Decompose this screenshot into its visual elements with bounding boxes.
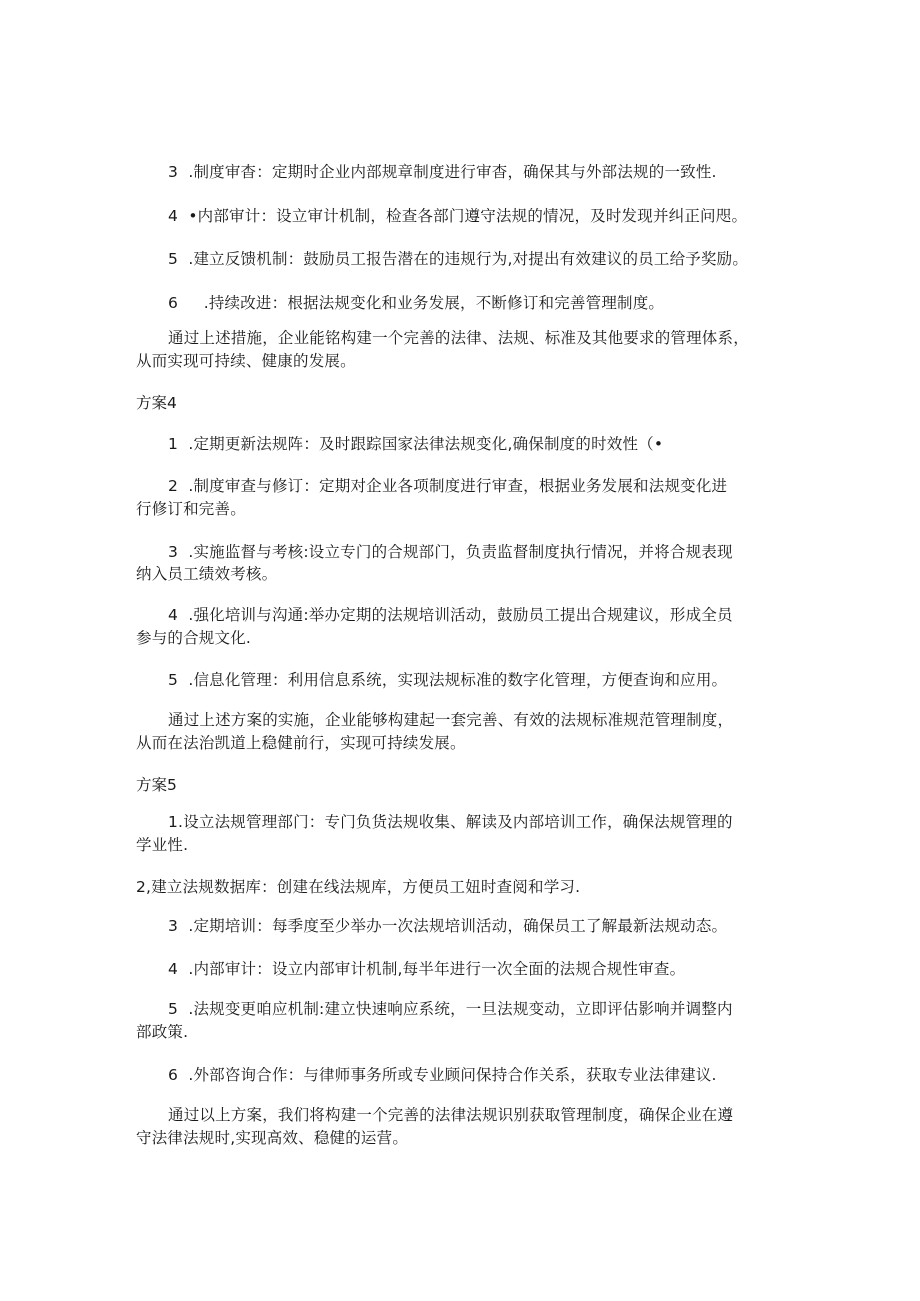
plan4-item-3-line-1: 3 .实施监督与考核:设立专门的合规部门，负责监督制度执行情况，并将合规表现 bbox=[168, 543, 733, 561]
plan4-summary-line-2: 从而在法治凯道上稳健前行，实现可持续发展。 bbox=[136, 734, 466, 752]
summary-paragraph-line-2: 从而实现可持续、健康的发展。 bbox=[136, 352, 356, 370]
plan5-item-5-line-2: 部政策. bbox=[136, 1023, 189, 1041]
plan4-item-5: 5 .信息化管理：利用信息系统，实现法规标准的数字化管理，方便查询和应用。 bbox=[168, 671, 728, 689]
list-item-6: 6 .持续改进：根据法规变化和业务发展，不断修订和完善管理制度。 bbox=[168, 294, 665, 312]
plan5-item-3: 3 .定期培训：每季度至少举办一次法规培训活动，确保员工了解最新法规动态。 bbox=[168, 917, 728, 935]
plan5-item-6: 6 .外部咨询合作：与律师事务所或专业顾问保持合作关系，获取专业法律建议. bbox=[168, 1066, 717, 1084]
plan5-item-1-line-2: 学业性. bbox=[136, 836, 189, 854]
plan4-item-3-line-2: 纳入员工绩效考核。 bbox=[136, 565, 278, 583]
plan4-item-2-line-1: 2 .制度审查与修订：定期对企业各项制度进行审查，根据业务发展和法规变化进 bbox=[168, 477, 728, 495]
plan5-item-5-line-1: 5 .法规变更咱应机制:建立快速响应系统，一旦法规变动，立即评估影响并调整内 bbox=[168, 1000, 733, 1018]
section-heading-plan4: 方案4 bbox=[136, 394, 177, 412]
plan4-item-1: 1 .定期更新法规阵：及时跟踪国家法律法规变化,确保制度的时效性（• bbox=[168, 435, 664, 453]
plan5-summary-line-1: 通过以上方案，我们将构建一个完善的法律法规识别获取管理制度，确保企业在遵 bbox=[168, 1106, 734, 1124]
list-item-3: 3 .制度审杳：定期时企业内部规章制度进行审杳，确保其与外部法规的一致性. bbox=[168, 163, 717, 181]
plan5-item-2: 2,建立法规数据库：创建在线法规库，方便员工妞时查阅和学习. bbox=[136, 878, 581, 896]
summary-paragraph-line-1: 通过上述措施，企业能铭构建一个完善的法律、法规、标准及其他要求的管理体系， bbox=[168, 329, 749, 347]
plan4-item-4-line-1: 4 .强化培训与沟通:举办定期的法规培训活动，鼓励员工提出合规建议，形成全员 bbox=[168, 606, 733, 624]
plan5-item-1-line-1: 1.设立法规管理部门：专门负货法规收集、解读及内部培训工作，确保法规管理的 bbox=[168, 813, 733, 831]
plan4-item-2-line-2: 行修订和完善。 bbox=[136, 500, 246, 518]
plan4-summary-line-1: 通过上述方案的实施，企业能够构建起一套完善、有效的法规标准规范管理制度， bbox=[168, 711, 734, 729]
section-heading-plan5: 方案5 bbox=[136, 776, 177, 794]
plan4-item-4-line-2: 参与的合规文化. bbox=[136, 629, 252, 647]
plan5-item-4: 4 .内部审计：设立内部审计机制,每半年进行一次全面的法规合规性审查。 bbox=[168, 960, 686, 978]
list-item-5: 5 .建立反馈机制：鼓励员工报告潜在的违规行为,对提出有效建议的员工给予奖励。 bbox=[168, 250, 749, 268]
list-item-4: 4 •内部审计：设立审计机制，检查各部门遵守法规的情况，及时发现并纠正问咫。 bbox=[168, 207, 748, 225]
plan5-summary-line-2: 守法律法规时,实现高效、稳健的运营。 bbox=[136, 1129, 409, 1147]
